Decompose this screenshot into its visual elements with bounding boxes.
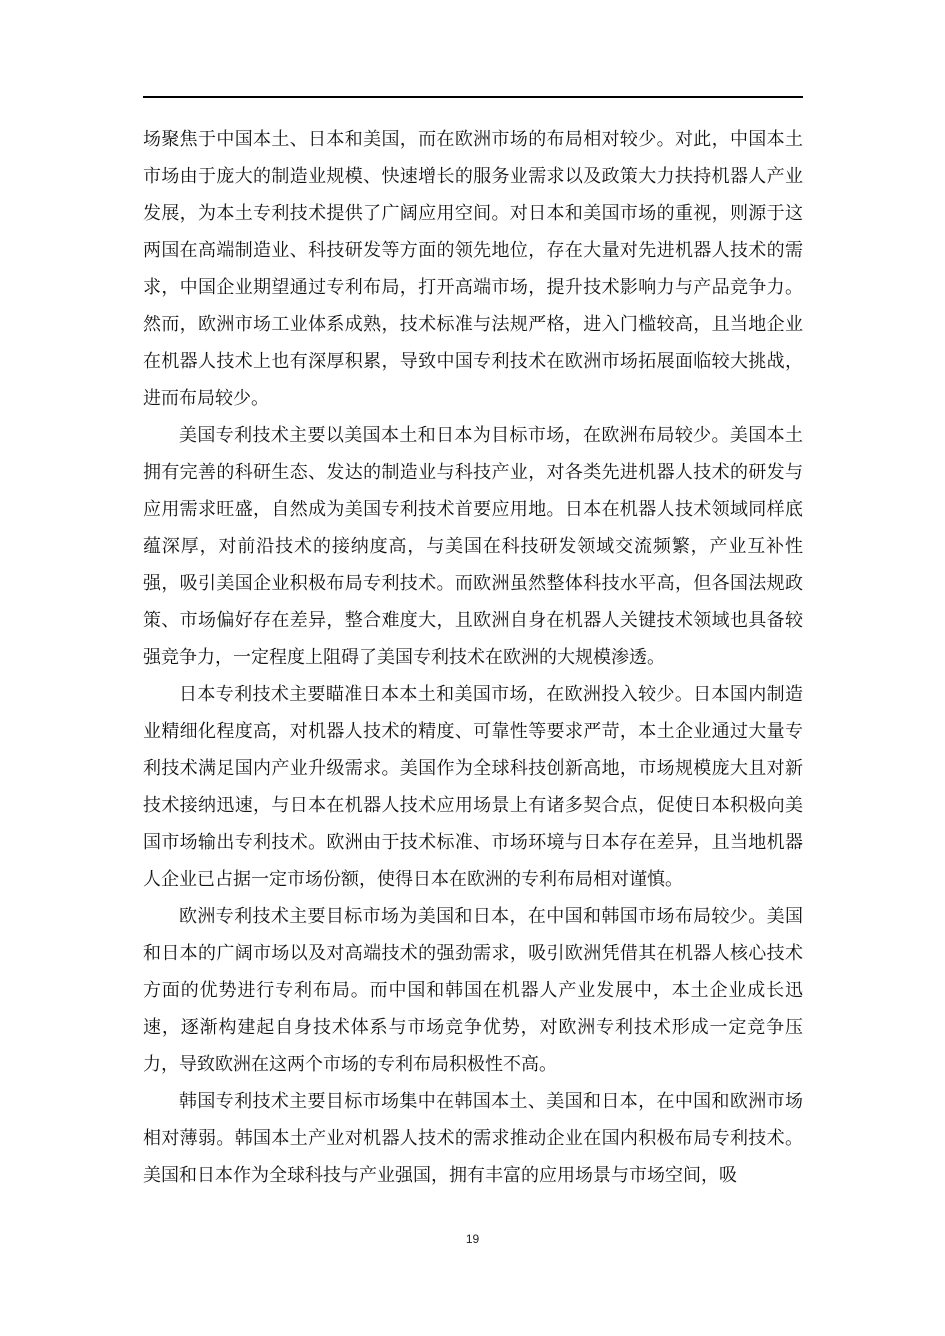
body-text <box>143 121 803 1194</box>
paragraph-china-continued: 场聚焦于中国本土、日本和美国，而在欧洲市场的布局相对较少。对此，中国本土市场由于庞大的制造业规模、快速增长的服务业需求以及政策大力扶持机器人产业发展，为本土专利技术提供了广阔应用空间。对日本和美国市场的重视，则源于这两国在高端制造业、科技研发等方面的领先地位，存在大量对先进机器人技术的需求，中国企业期望通过专利布局，打开高端市场，提升技术影响力与产品竞争力。然而，欧洲市场工业体系成熟，技术标准与法规严格，进入门槛较高，且当地企业在机器人技术上也有深厚积累，导致中国专利技术在欧洲市场拓展面临较大挑战，进而布局较少。 <box>143 129 803 409</box>
page-number: 19 <box>465 1232 480 1246</box>
paragraph-japan: 日本专利技术主要瞄准日本本土和美国市场，在欧洲投入较少。日本国内制造业精细化程度高，对机器人技术的精度、可靠性等要求严苛，本土企业通过大量专利技术满足国内产业升级需求。美国作为全球科技创新高地，市场规模庞大且对新技术接纳迅速，与日本在机器人技术应用场景上有诸多契合点，促使日本积极向美国市场输出专利技术。欧洲由于技术标准、市场环境与日本存在差异，且当地机器人企业已占据一定市场份额，使得日本在欧洲的专利布局相对谨慎。 <box>143 684 803 890</box>
header-rule <box>143 96 803 98</box>
paragraph-europe: 欧洲专利技术主要目标市场为美国和日本，在中国和韩国市场布局较少。美国和日本的广阔市场以及对高端技术的强劲需求，吸引欧洲凭借其在机器人核心技术方面的优势进行专利布局。而中国和韩国在机器人产业发展中，本土企业成长迅速，逐渐构建起自身技术体系与市场竞争优势，对欧洲专利技术形成一定竞争压力，导致欧洲在这两个市场的专利布局积极性不高。 <box>143 906 803 1075</box>
paragraph-korea: 韩国专利技术主要目标市场集中在韩国本土、美国和日本，在中国和欧洲市场相对薄弱。韩国本土产业对机器人技术的需求推动企业在国内积极布局专利技术。美国和日本作为全球科技与产业强国，拥有丰富的应用场景与市场空间，吸 <box>143 1091 803 1186</box>
paragraph-usa: 美国专利技术主要以美国本土和日本为目标市场，在欧洲布局较少。美国本土拥有完善的科研生态、发达的制造业与科技产业，对各类先进机器人技术的研发与应用需求旺盛，自然成为美国专利技术首要应用地。日本在机器人技术领域同样底蕴深厚，对前沿技术的接纳度高，与美国在科技研发领域交流频繁，产业互补性强，吸引美国企业积极布局专利技术。而欧洲虽然整体科技水平高，但各国法规政策、市场偏好存在差异，整合难度大，且欧洲自身在机器人关键技术领域也具备较强竞争力，一定程度上阻碍了美国专利技术在欧洲的大规模渗透。 <box>143 425 803 668</box>
